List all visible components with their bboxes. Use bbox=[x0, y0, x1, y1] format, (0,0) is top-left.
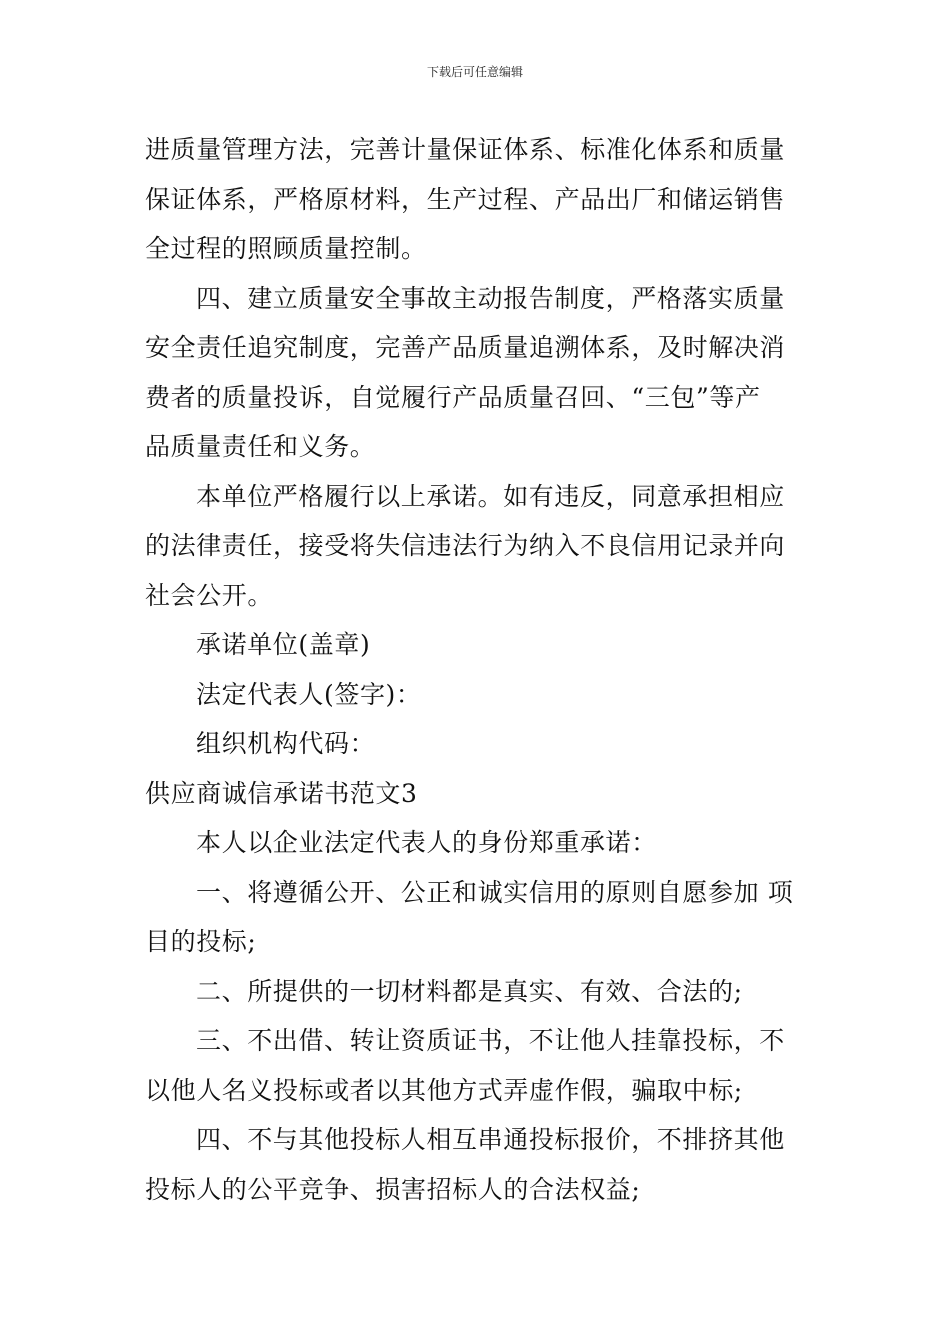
text-line: 以他人名义投标或者以其他方式弄虚作假，骗取中标; bbox=[145, 1075, 743, 1105]
text-line: 投标人的公平竞争、损害招标人的合法权益; bbox=[145, 1174, 641, 1204]
document-body bbox=[145, 125, 809, 1214]
text-line: 三、不出借、转让资质证书，不让他人挂靠投标，不 bbox=[196, 1026, 785, 1055]
text-line: 安全责任追究制度，完善产品质量追溯体系，及时解决消 bbox=[145, 333, 786, 362]
text-line: 本人以企业法定代表人的身份郑重承诺： bbox=[196, 828, 657, 857]
text-line: 的法律责任，接受将失信违法行为纳入不良信用记录并向 bbox=[145, 531, 786, 560]
text-line: 进质量管理方法，完善计量保证体系、标准化体系和质量 bbox=[145, 135, 786, 164]
text-line: 全过程的照顾质量控制。 bbox=[145, 234, 427, 263]
organization-code-line: 组织机构代码： bbox=[196, 729, 376, 758]
text-line: 一、将遵循公开、公正和诚实信用的原则自愿参加 项 bbox=[196, 877, 794, 907]
text-line: 社会公开。 bbox=[145, 580, 274, 610]
text-line: 四、建立质量安全事故主动报告制度，严格落实质量 bbox=[196, 283, 785, 313]
page-header: 下载后可任意编辑 bbox=[426, 65, 523, 79]
text-line: 四、不与其他投标人相互串通投标报价，不排挤其他 bbox=[196, 1125, 785, 1154]
text-line: 保证体系，严格原材料，生产过程、产品出厂和储运销售 bbox=[145, 184, 786, 214]
legal-representative-line: 法定代表人(签字)： bbox=[196, 679, 422, 709]
text-line: 费者的质量投诉，自觉履行产品质量召回、“三包”等产 bbox=[145, 382, 761, 412]
section-title: 供应商诚信承诺书范文3 bbox=[145, 778, 418, 808]
signature-unit-line: 承诺单位(盖章) bbox=[196, 630, 371, 659]
text-line: 本单位严格履行以上承诺。如有违反，同意承担相应 bbox=[196, 481, 785, 511]
text-line: 二、所提供的一切材料都是真实、有效、合法的; bbox=[196, 976, 743, 1006]
text-line: 目的投标; bbox=[145, 927, 257, 956]
text-line: 品质量责任和义务。 bbox=[145, 432, 376, 461]
